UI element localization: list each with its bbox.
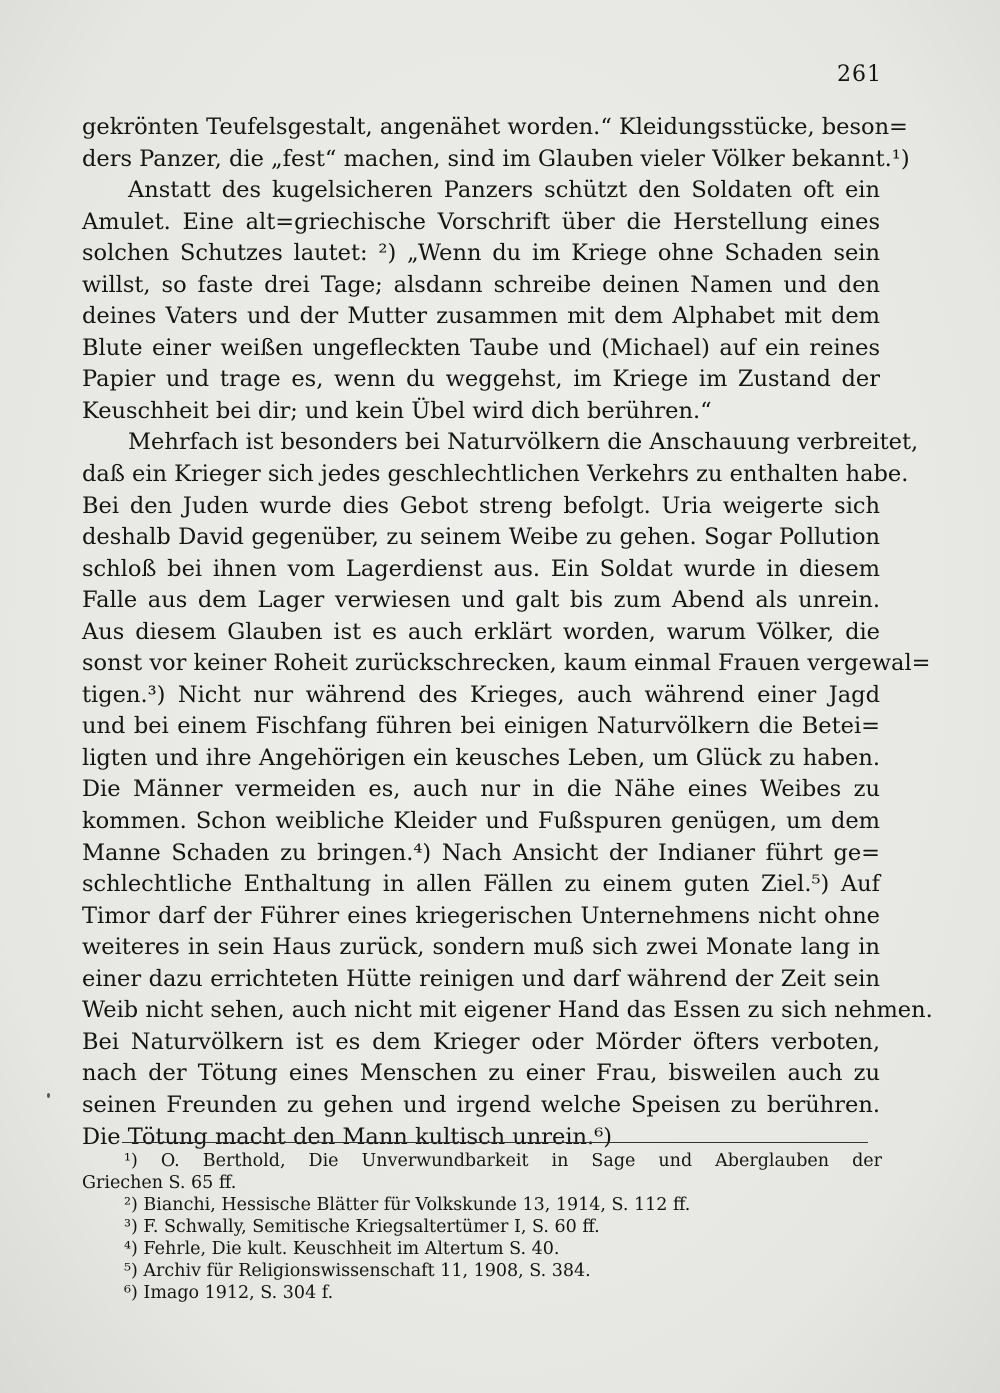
page-number: 261 bbox=[837, 62, 882, 87]
footnote-line: ¹) O. Berthold, Die Unverwundbarkeit in Sage und Aberglauben der bbox=[124, 1151, 882, 1171]
text-line: einer dazu errichteten Hütte reinigen und darf während der Zeit sein bbox=[82, 965, 880, 992]
text-line: solchen Schutzes lautet: ²) „Wenn du im Kriege ohne Schaden sein bbox=[82, 240, 880, 267]
text-line: schloß bei ihnen vom Lagerdienst aus. Ein Soldat wurde in diesem bbox=[82, 555, 880, 582]
footnote-line: ⁵) Archiv für Religionswissenschaft 11, 1908, S. 384. bbox=[124, 1261, 591, 1281]
text-line: Anstatt des kugelsicheren Panzers schützt den Soldaten oft ein bbox=[128, 177, 880, 204]
text-line: Mehrfach ist besonders bei Naturvölkern die Anschauung verbreitet, bbox=[128, 429, 919, 456]
text-line: deshalb David gegenüber, zu seinem Weibe zu gehen. Sogar Pollution bbox=[82, 524, 880, 551]
footnotes bbox=[82, 1150, 882, 1304]
footnote-line: ⁴) Fehrle, Die kult. Keuschheit im Altertum S. 40. bbox=[124, 1239, 560, 1259]
ink-speck bbox=[47, 1093, 50, 1098]
text-line: Falle aus dem Lager verwiesen und galt bis zum Abend als unrein. bbox=[82, 587, 880, 614]
text-line: daß ein Krieger sich jedes geschlechtlichen Verkehrs zu enthalten habe. bbox=[82, 461, 909, 488]
text-line: kommen. Schon weibliche Kleider und Fußspuren genügen, um dem bbox=[82, 808, 880, 835]
footnote-line: ⁶) Imago 1912, S. 304 f. bbox=[124, 1283, 334, 1303]
text-line: Keuschheit bei dir; und kein Übel wird dich berühren.“ bbox=[82, 397, 712, 424]
text-line: Manne Schaden zu bringen.⁴) Nach Ansicht der Indianer führt ge= bbox=[82, 839, 880, 866]
text-line: willst, so faste drei Tage; alsdann schreibe deinen Namen und den bbox=[82, 271, 880, 298]
text-line: Papier und trage es, wenn du weggehst, im Kriege im Zustand der bbox=[82, 366, 880, 393]
text-line: ders Panzer, die „fest“ machen, sind im Glauben vieler Völker bekannt.¹) bbox=[82, 145, 910, 172]
text-line: tigen.³) Nicht nur während des Krieges, auch während einer Jagd bbox=[82, 681, 880, 708]
text-line: Bei den Juden wurde dies Gebot streng befolgt. Uria weigerte sich bbox=[82, 492, 880, 519]
text-line: Aus diesem Glauben ist es auch erklärt worden, warum Völker, die bbox=[82, 618, 880, 645]
text-line: Blute einer weißen ungefleckten Taube und (Michael) auf ein reines bbox=[82, 334, 880, 361]
footnote-line: Griechen S. 65 ff. bbox=[82, 1173, 237, 1193]
text-line: Die Tötung macht den Mann kultisch unrein.⁶) bbox=[82, 1123, 612, 1150]
text-line: seinen Freunden zu gehen und irgend welche Speisen zu berühren. bbox=[82, 1091, 880, 1118]
text-line: schlechtliche Enthaltung in allen Fällen zu einem guten Ziel.⁵) Auf bbox=[82, 871, 880, 898]
body-text bbox=[82, 112, 933, 1153]
text-line: Die Männer vermeiden es, auch nur in die Nähe eines Weibes zu bbox=[82, 776, 880, 803]
text-line: Timor darf der Führer eines kriegerischen Unternehmens nicht ohne bbox=[82, 902, 880, 929]
footnote-rule bbox=[122, 1142, 868, 1143]
text-line: weiteres in sein Haus zurück, sondern muß sich zwei Monate lang in bbox=[82, 934, 880, 961]
footnote-line: ²) Bianchi, Hessische Blätter für Volkskunde 13, 1914, S. 112 ff. bbox=[124, 1195, 691, 1215]
text-line: ligten und ihre Angehörigen ein keusches Leben, um Glück zu haben. bbox=[82, 744, 880, 771]
text-line: Amulet. Eine alt=griechische Vorschrift über die Herstellung eines bbox=[82, 208, 880, 235]
text-line: sonst vor keiner Roheit zurückschrecken, kaum einmal Frauen vergewal= bbox=[82, 650, 931, 677]
text-line: Weib nicht sehen, auch nicht mit eigener Hand das Essen zu sich nehmen. bbox=[82, 997, 933, 1024]
footnote-line: ³) F. Schwally, Semitische Kriegsaltertümer I, S. 60 ff. bbox=[124, 1217, 600, 1237]
text-line: nach der Tötung eines Menschen zu einer Frau, bisweilen auch zu bbox=[82, 1060, 880, 1087]
text-line: deines Vaters und der Mutter zusammen mit dem Alphabet mit dem bbox=[82, 303, 880, 330]
text-line: und bei einem Fischfang führen bei einigen Naturvölkern die Betei= bbox=[82, 713, 880, 740]
text-line: Bei Naturvölkern ist es dem Krieger oder Mörder öfters verboten, bbox=[82, 1028, 880, 1055]
text-line: gekrönten Teufelsgestalt, angenähet worden.“ Kleidungsstücke, beson= bbox=[82, 114, 908, 140]
